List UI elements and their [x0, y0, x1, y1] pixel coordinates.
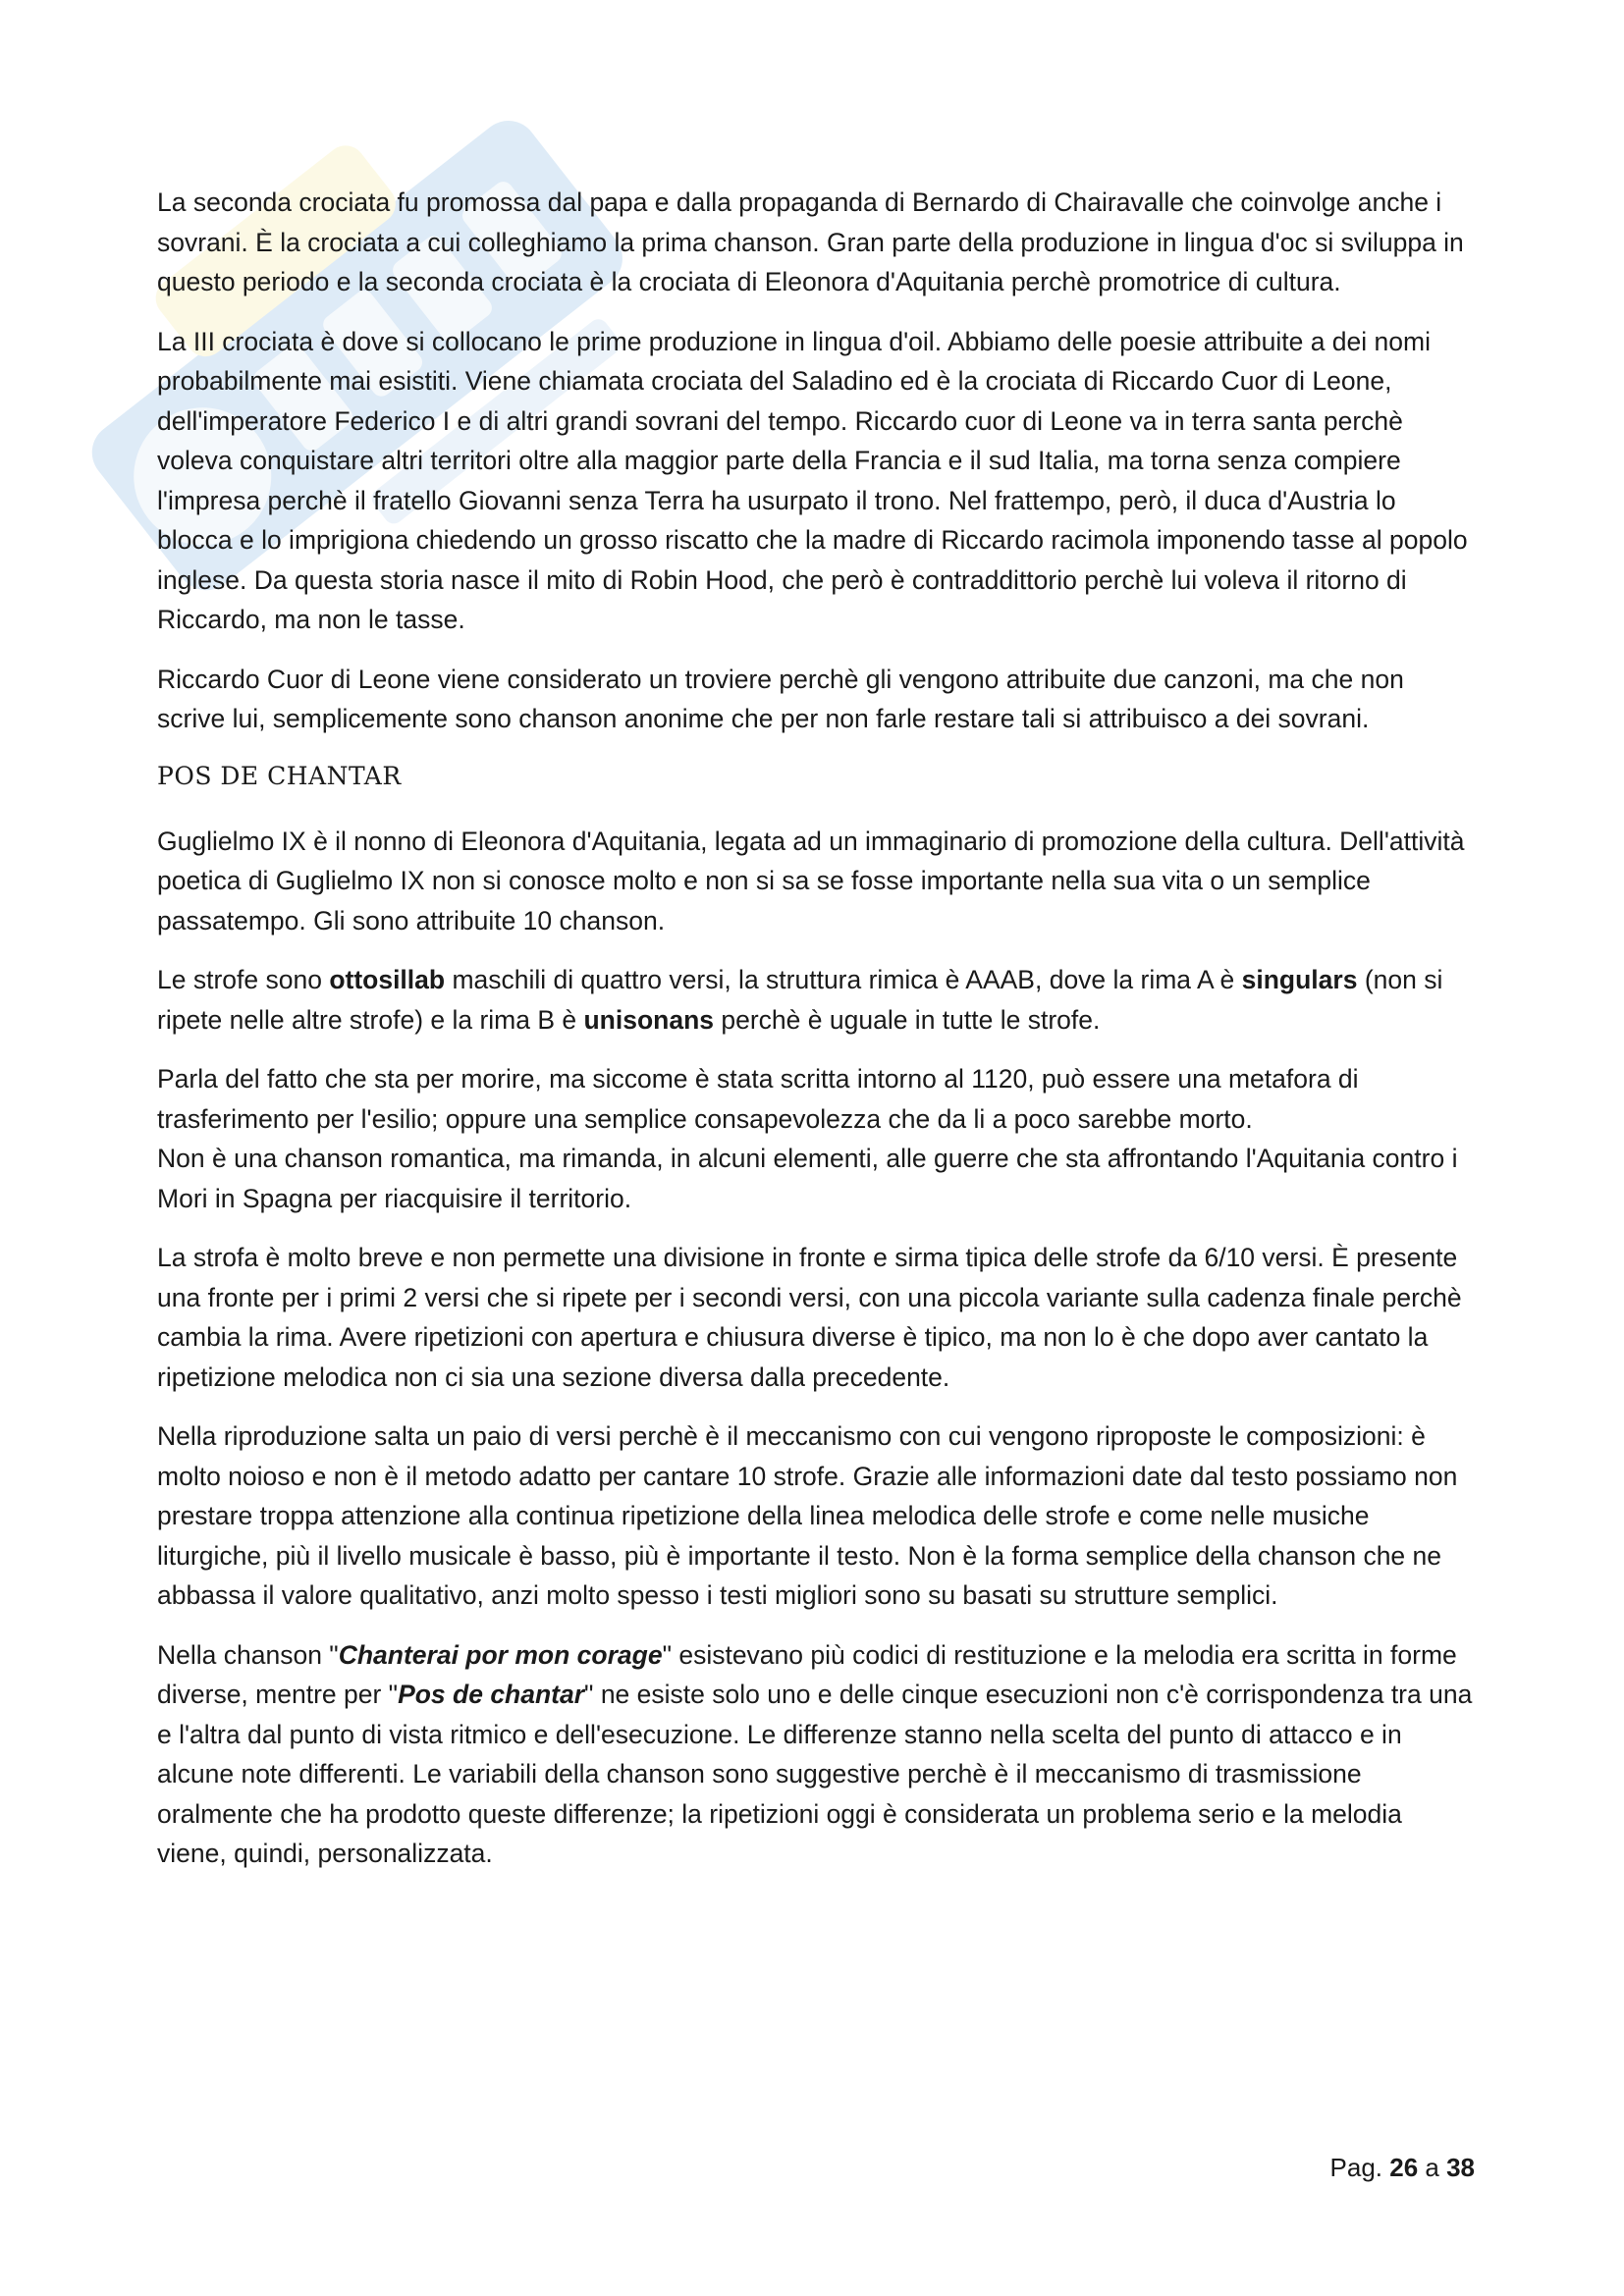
term-unisonans: unisonans	[583, 1004, 715, 1035]
page-current: 26	[1389, 2153, 1419, 2182]
title-pos-de-chantar: Pos de chantar	[398, 1680, 585, 1709]
paragraph-seconda-crociata: La seconda crociata fu promossa dal papa e dalla propaganda di Bernardo di Chairavalle che coinvolge anche i sovrani. È la crociata a cui colleghiamo la prima chanson. Gran parte della produzione in lingua d'oc si sviluppa in questo periodo e la seconda crociata è la crociata di Eleonora d'Aquitania perchè promotrice di cultura.	[157, 187, 1464, 296]
text-span: Parla del fatto che sta per morire, ma siccome è stata scritta intorno al 1120, può essere una metafora di trasferimento per l'esilio; oppure una semplice consapevolezza che da li a poco sarebbe morto.	[157, 1064, 1359, 1134]
paragraph-chanson-codici	[157, 1635, 1473, 1874]
paragraph-riccardo-troviere: Riccardo Cuor di Leone viene considerato un troviere perchè gli vengono attribuite due canzoni, ma che non scrive lui, semplicemente sono chanson anonime che per non farle restare tali si attribuisco a dei sovrani.	[157, 664, 1404, 733]
page-number	[1330, 2150, 1475, 2185]
paragraph-riproduzione: Nella riproduzione salta un paio di versi perchè è il meccanismo con cui vengono riproposte le composizioni: è molto noioso e non è il metodo adatto per cantare 10 strofe. Grazie alle informazioni date dal testo possiamo non prestare troppa attenzione alla continua ripetizione della linea melodica delle strofe e come nelle musiche liturgiche, più il livello musicale è basso, più è importante il testo. Non è la forma semplice della chanson che ne abbassa il valore qualitativo, anzi molto spesso i testi migliori sono su basati su strutture semplici.	[157, 1421, 1458, 1610]
text-span: " ne esiste solo uno e delle cinque esecuzioni non c'è corrispondenza tra una e l'altra dal punto di vista ritmico e dell'esecuzione. Le differenze stanno nella scelta del punto di attacco e in alcune note differenti. Le variabili della chanson sono suggestive perchè è il meccanismo di trasmissione oralmente che ha prodotto queste differenze; la ripetizioni oggi è considerata un problema serio e la melodia viene, quindi, personalizzata.	[157, 1680, 1473, 1868]
page-prefix: Pag.	[1329, 2153, 1390, 2182]
paragraph-morire	[157, 1059, 1473, 1218]
text-span: Nella chanson "	[157, 1639, 339, 1670]
document-body	[157, 183, 1473, 1894]
page-separator: a	[1418, 2153, 1447, 2182]
term-ottosillab: ottosillab	[329, 965, 446, 994]
text-span: (non si ripete nelle altre strofe) e la rima B è	[157, 965, 1443, 1035]
term-singulars: singulars	[1241, 965, 1358, 994]
paragraph-terza-crociata: La III crociata è dove si collocano le prime produzione in lingua d'oil. Abbiamo delle poesie attribuite a dei nomi probabilmente mai esistiti. Viene chiamata crociata del Saladino ed è la crociata di Riccardo Cuor di Leone, dell'imperatore Federico I e di altri grandi sovrani del tempo. Riccardo cuor di Leone va in terra santa perchè voleva conquistare altri territori oltre alla maggior parte della Francia e il sud Italia, ma torna senza compiere l'impresa perchè il fratello Giovanni senza Terra ha usurpato il trono. Nel frattempo, però, il duca d'Austria lo blocca e lo imprigiona chiedendo un grosso riscatto che la madre di Riccardo racimola imponendo tasse al popolo inglese. Da questa storia nasce il mito di Robin Hood, che però è contraddittorio perchè lui voleva il ritorno di Riccardo, ma non le tasse.	[157, 326, 1468, 634]
text-span: Le strofe sono	[157, 965, 330, 994]
section-heading: POS DE CHANTAR	[157, 761, 402, 790]
title-chanterai: Chanterai por mon corage	[338, 1639, 663, 1670]
text-span: perchè è uguale in tutte le strofe.	[714, 1004, 1101, 1035]
text-span: Non è una chanson romantica, ma rimanda, in alcuni elementi, alle guerre che sta affrontando l'Aquitania contro i Mori in Spagna per riacquisire il territorio.	[157, 1144, 1458, 1213]
text-span: maschili di quattro versi, la struttura rimica è AAAB, dove la rima A è	[445, 965, 1242, 994]
paragraph-strofa: La strofa è molto breve e non permette una divisione in fronte e sirma tipica delle strofe da 6/10 versi. È presente una fronte per i primi 2 versi che si ripete per i secondi versi, con una piccola variante sulla cadenza finale perchè cambia la rima. Avere ripetizioni con apertura e chiusura diverse è tipico, ma non lo è che dopo aver cantato la ripetizione melodica non ci sia una sezione diversa dalla precedente.	[157, 1243, 1462, 1392]
text-span: " esistevano più codici di restituzione e la melodia era scritta in forme diverse, mentre per "	[157, 1639, 1457, 1709]
paragraph-guglielmo: Guglielmo IX è il nonno di Eleonora d'Aquitania, legata ad un immaginario di promozione della cultura. Dell'attività poetica di Guglielmo IX non si conosce molto e non si sa se fosse importante nella sua vita o un semplice passatempo. Gli sono attribuite 10 chanson.	[157, 826, 1465, 935]
page-total: 38	[1446, 2153, 1475, 2182]
paragraph-strofe	[157, 960, 1473, 1040]
